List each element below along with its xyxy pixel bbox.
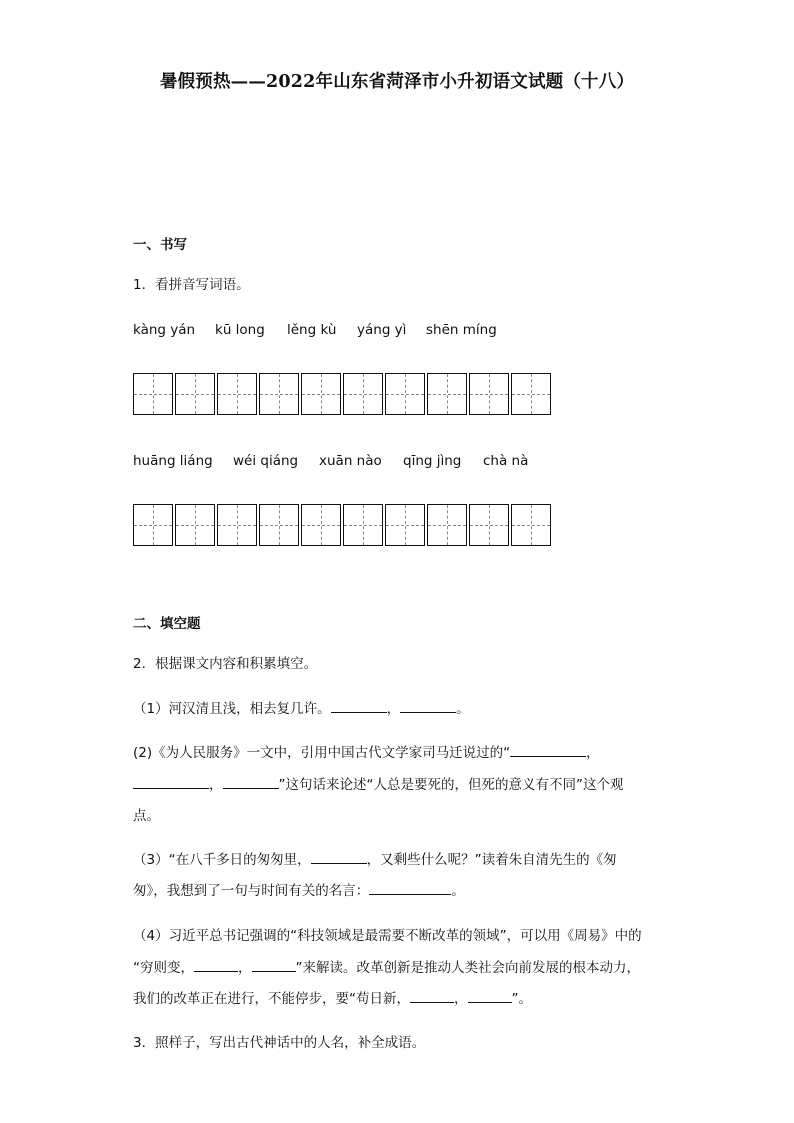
- writing-cell[interactable]: [385, 373, 425, 415]
- pinyin-word: kàng yán: [133, 322, 196, 338]
- answer-blank[interactable]: [400, 711, 456, 713]
- answer-blank[interactable]: [311, 862, 367, 864]
- writing-cell[interactable]: [511, 373, 551, 415]
- question-2-part-4-line-1: （4）习近平总书记强调的“科技领域是最需要不断改革的领域”，可以用《周易》中的: [133, 928, 642, 944]
- answer-blank[interactable]: [223, 787, 279, 789]
- punctuation: ，: [238, 960, 252, 976]
- question-2-stem: 2．根据课文内容和积累填空。: [133, 656, 318, 672]
- writing-cell[interactable]: [217, 373, 257, 415]
- pinyin-row-2: [133, 453, 528, 469]
- question-3-stem: 3．照样子，写出古代神话中的人名，补全成语。: [133, 1035, 426, 1051]
- question-1-stem: 1．看拼音写词语。: [133, 277, 250, 293]
- pinyin-word: huāng liáng: [133, 453, 213, 469]
- writing-cell[interactable]: [427, 504, 467, 546]
- question-2-part-1: [133, 697, 470, 717]
- question-text: ”来解读。改革创新是推动人类社会向前发展的根本动力，: [295, 960, 640, 976]
- question-text: ，又剩些什么呢？”读着朱自清先生的《匆: [366, 852, 617, 868]
- punctuation: 。: [456, 701, 470, 717]
- writing-cell[interactable]: [385, 504, 425, 546]
- pinyin-word: yáng yì: [357, 322, 407, 338]
- question-2-part-2-line-1: [133, 741, 600, 761]
- question-text: （3）“在八千多日的匆匆里，: [133, 852, 311, 868]
- question-text: (2)《为人民服务》一文中，引用中国古代文学家司马迁说过的“: [133, 745, 511, 761]
- writing-cell[interactable]: [301, 504, 341, 546]
- writing-cell[interactable]: [259, 373, 299, 415]
- punctuation: ，: [586, 745, 600, 761]
- pinyin-word: xuān nào: [319, 453, 382, 469]
- answer-blank[interactable]: [369, 893, 451, 895]
- pinyin-word: qīng jìng: [403, 453, 462, 469]
- question-2-part-2-line-3: 点。: [133, 808, 160, 824]
- question-text: “穷则变，: [133, 960, 194, 976]
- writing-cell[interactable]: [301, 373, 341, 415]
- punctuation: ，: [386, 701, 401, 717]
- answer-blank[interactable]: [331, 711, 387, 713]
- writing-cell[interactable]: [259, 504, 299, 546]
- pinyin-word: shēn míng: [426, 322, 497, 338]
- answer-blank[interactable]: [468, 1001, 512, 1003]
- writing-cell[interactable]: [343, 504, 383, 546]
- punctuation: ，: [454, 991, 468, 1007]
- page-title: 暑假预热——2022年山东省菏泽市小升初语文试题（十八）: [159, 72, 635, 92]
- writing-cell[interactable]: [133, 504, 173, 546]
- question-text: ”。: [511, 991, 532, 1007]
- question-2-part-3-line-1: [133, 848, 617, 868]
- punctuation: ，: [209, 777, 223, 793]
- question-2-part-3-line-2: [133, 879, 465, 899]
- writing-cell[interactable]: [133, 373, 173, 415]
- question-2-part-2-line-2: [133, 773, 623, 793]
- writing-cell[interactable]: [511, 504, 551, 546]
- section-heading-fill-blank: 二、填空题: [133, 616, 201, 632]
- writing-cell[interactable]: [175, 373, 215, 415]
- writing-cell[interactable]: [343, 373, 383, 415]
- writing-cell[interactable]: [175, 504, 215, 546]
- question-text: 匆》，我想到了一句与时间有关的名言：: [133, 883, 370, 899]
- pinyin-word: wéi qiáng: [233, 453, 299, 469]
- pinyin-word: lěng kù: [287, 322, 337, 338]
- answer-blank[interactable]: [410, 1001, 454, 1003]
- writing-grid-row-2: [133, 504, 553, 546]
- answer-blank[interactable]: [194, 970, 238, 972]
- question-2-part-4-line-2: [133, 956, 640, 976]
- answer-blank[interactable]: [510, 755, 586, 757]
- punctuation: 。: [451, 883, 465, 899]
- pinyin-word: chà nà: [483, 453, 529, 469]
- question-2-part-4-line-3: [133, 987, 532, 1007]
- question-text: 我们的改革正在进行，不能停步，要“苟日新，: [133, 991, 410, 1007]
- pinyin-word: kū long: [215, 322, 265, 338]
- writing-grid-row-1: [133, 373, 553, 415]
- answer-blank[interactable]: [252, 970, 296, 972]
- answer-blank[interactable]: [133, 787, 209, 789]
- section-heading-writing: 一、书写: [133, 237, 187, 253]
- question-text: ”这句话来论述“人总是要死的，但死的意义有不同”这个观: [278, 777, 624, 793]
- writing-cell[interactable]: [427, 373, 467, 415]
- question-text: （1）河汉清且浅，相去复几许。: [133, 701, 331, 717]
- pinyin-row-1: [133, 322, 497, 338]
- writing-cell[interactable]: [469, 373, 509, 415]
- writing-cell[interactable]: [469, 504, 509, 546]
- writing-cell[interactable]: [217, 504, 257, 546]
